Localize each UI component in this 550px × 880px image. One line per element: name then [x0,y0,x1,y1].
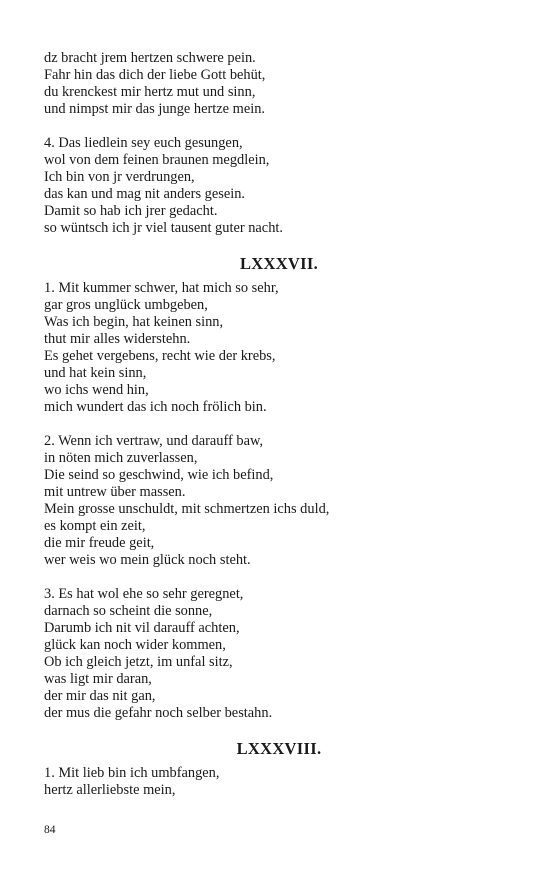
verse-line: Damit so hab ich jrer gedacht. [44,203,218,219]
verse-line: mit untrew über massen. [44,484,186,500]
verse-line: darnach so scheint die sonne, [44,603,213,619]
verse-line: der mus die gefahr noch selber bestahn. [44,705,273,721]
verse-line: wo ichs wend hin, [44,382,149,398]
verse-line: und nimpst mir das junge hertze mein. [44,101,266,117]
page-body [44,50,514,816]
song-heading: LXXXVII. [239,254,319,273]
verse-line: wol von dem feinen braunen megdlein, [44,152,270,168]
song-section [44,254,514,722]
verse-line: gar gros unglück umbgeben, [44,297,208,313]
verse-line: Ob ich gleich jetzt, im unfal sitz, [44,654,233,670]
verse-line: Es gehet vergebens, recht wie der krebs, [44,348,276,364]
stanza [44,433,514,569]
verse-line: 1. Mit lieb bin ich umbfangen, [44,765,220,781]
verse-line: Mein grosse unschuldt, mit schmertzen ichs duld, [44,501,330,517]
stanza [44,280,514,416]
verse-line: mich wundert das ich noch frölich bin. [44,399,267,415]
page-number: 84 [44,824,56,836]
stanza [44,586,514,722]
stanza [44,50,514,118]
verse-line: wer weis wo mein glück noch steht. [44,552,251,568]
verse-line: Fahr hin das dich der liebe Gott behüt, [44,67,266,83]
verse-line: Was ich begin, hat keinen sinn, [44,314,224,330]
verse-line: in nöten mich zuverlassen, [44,450,198,466]
verse-line: 2. Wenn ich vertraw, und darauff baw, [44,433,264,449]
verse-line: 3. Es hat wol ehe so sehr geregnet, [44,586,244,602]
verse-line: die mir freude geit, [44,535,155,551]
verse-line: thut mir alles widerstehn. [44,331,191,347]
verse-line: so wüntsch ich jr viel tausent guter nacht. [44,220,283,236]
verse-line: glück kan noch wider kommen, [44,637,226,653]
verse-line: und hat kein sinn, [44,365,147,381]
stanza [44,765,514,799]
verse-line: Die seind so geschwind, wie ich befind, [44,467,274,483]
song-section [44,50,514,237]
song-heading: LXXXVIII. [236,739,322,758]
verse-line: Darumb ich nit vil darauff achten, [44,620,240,636]
verse-line: der mir das nit gan, [44,688,156,704]
verse-line: das kan und mag nit anders gesein. [44,186,246,202]
verse-line: dz bracht jrem hertzen schwere pein. [44,50,256,66]
song-section [44,739,514,799]
verse-line: Ich bin von jr verdrungen, [44,169,195,185]
verse-line: 1. Mit kummer schwer, hat mich so sehr, [44,280,279,296]
verse-line: 4. Das liedlein sey euch gesungen, [44,135,243,151]
verse-line: du krenckest mir hertz mut und sinn, [44,84,256,100]
stanza [44,135,514,237]
verse-line: was ligt mir daran, [44,671,152,687]
verse-line: es kompt ein zeit, [44,518,146,534]
verse-line: hertz allerliebste mein, [44,782,176,798]
